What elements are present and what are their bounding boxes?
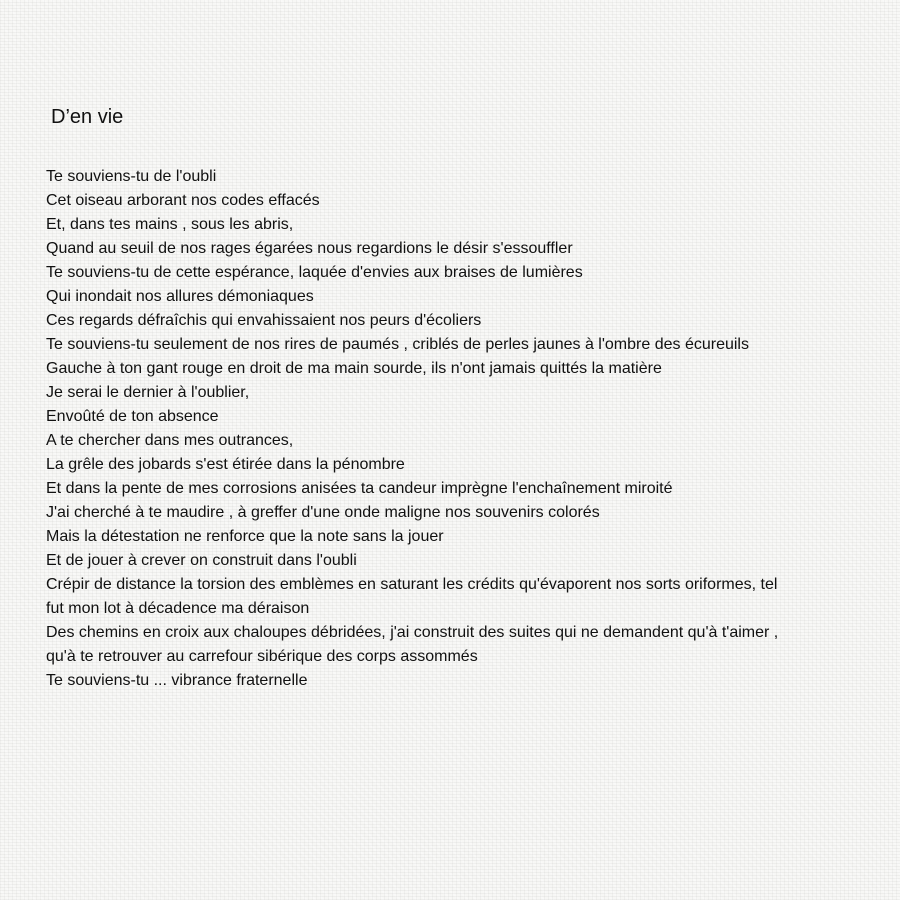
poem-title: D’en vie [51, 106, 124, 128]
poem-line: Cet oiseau arborant nos codes effacés [46, 192, 320, 209]
poem-line: Te souviens-tu seulement de nos rires de paumés , criblés de perles jaunes à l'ombre des écureuils [46, 336, 749, 353]
poem-line: Et de jouer à crever on construit dans l'oubli [46, 552, 357, 569]
poem-line: Gauche à ton gant rouge en droit de ma main sourde, ils n'ont jamais quittés la matière [46, 360, 662, 377]
poem-line: Quand au seuil de nos rages égarées nous regardions le désir s'essouffler [46, 240, 573, 257]
poem-line: qu'à te retrouver au carrefour sibérique des corps assommés [46, 648, 478, 665]
poem-body [46, 165, 876, 693]
poem-line: Te souviens-tu ... vibrance fraternelle [46, 672, 308, 689]
poem-line: Qui inondait nos allures démoniaques [46, 288, 314, 305]
poem-line: Te souviens-tu de cette espérance, laquée d'envies aux braises de lumières [46, 264, 583, 281]
poem-line: Je serai le dernier à l'oublier, [46, 384, 250, 401]
poem-line: Envoûté de ton absence [46, 408, 219, 425]
poem-line: A te chercher dans mes outrances, [46, 432, 294, 449]
poem-line: Te souviens-tu de l'oubli [46, 168, 217, 185]
poem-line: Et dans la pente de mes corrosions anisées ta candeur imprègne l'enchaînement miroité [46, 480, 673, 497]
poem-line: Mais la détestation ne renforce que la note sans la jouer [46, 528, 444, 545]
poem-line: fut mon lot à décadence ma déraison [46, 600, 310, 617]
poem-line: La grêle des jobards s'est étirée dans la pénombre [46, 456, 405, 473]
poem-line: Crépir de distance la torsion des emblèmes en saturant les crédits qu'évaporent nos sorts oriformes, tel [46, 576, 778, 593]
poem-line: Ces regards défraîchis qui envahissaient nos peurs d'écoliers [46, 312, 482, 329]
poem-line: J'ai cherché à te maudire , à greffer d'une onde maligne nos souvenirs colorés [46, 504, 600, 521]
poem-line: Des chemins en croix aux chaloupes débridées, j'ai construit des suites qui ne demandent qu'à t'aimer , [46, 624, 779, 641]
poem-line: Et, dans tes mains , sous les abris, [46, 216, 294, 233]
